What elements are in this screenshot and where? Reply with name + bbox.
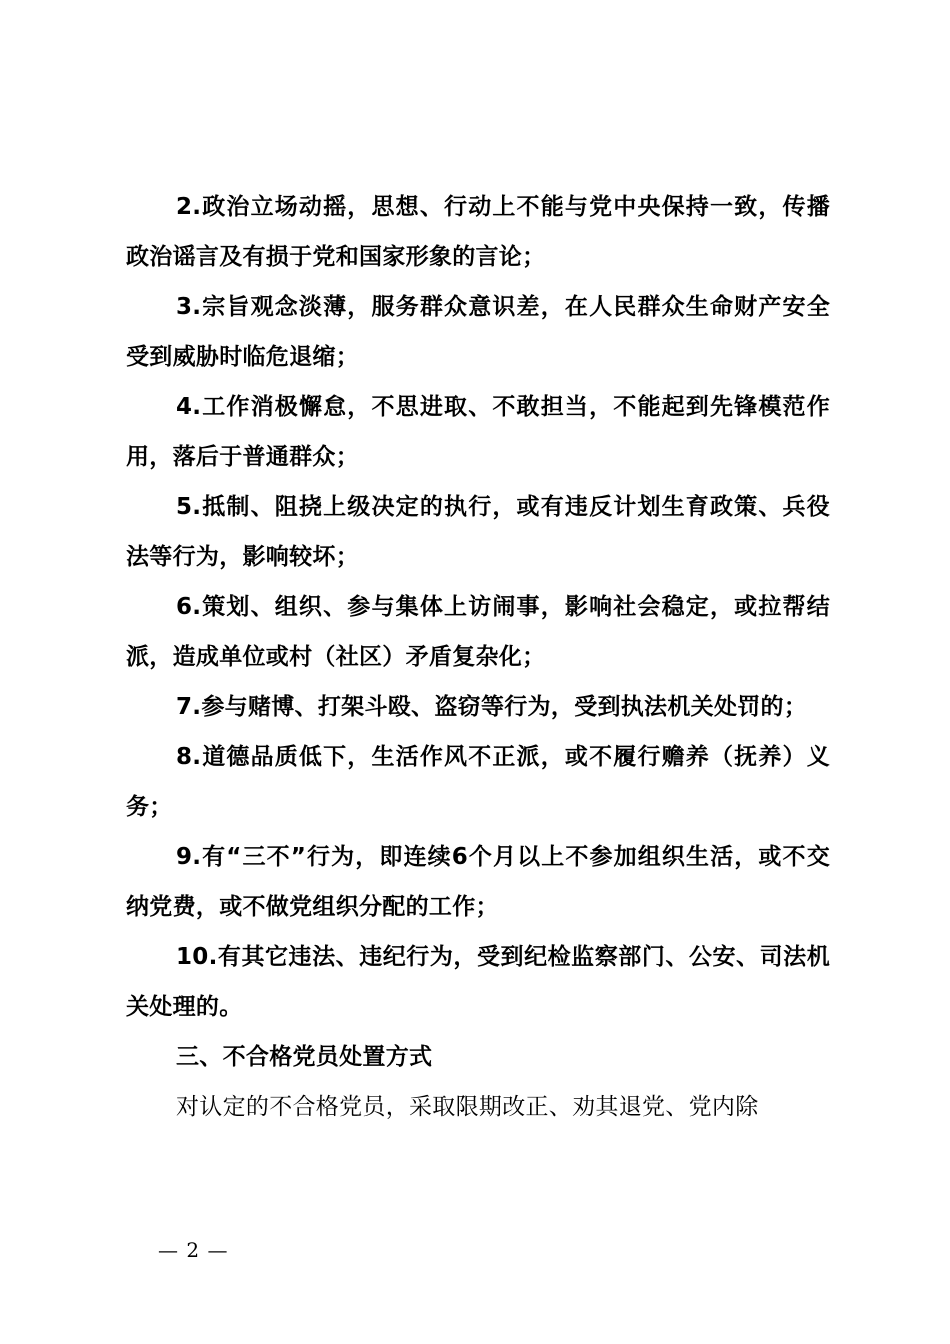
list-item-3: 3.宗旨观念淡薄，服务群众意识差，在人民群众生命财产安全受到威胁时临危退缩； bbox=[126, 294, 830, 370]
body-paragraph: 对认定的不合格党员，采取限期改正、劝其退党、党内除 bbox=[176, 1094, 759, 1120]
list-item-2: 2.政治立场动摇，思想、行动上不能与党中央保持一致，传播政治谣言及有损于党和国家形象的言论； bbox=[126, 194, 830, 270]
list-item-8: 8.道德品质低下，生活作风不正派，或不履行赡养（抚养）义务； bbox=[126, 744, 830, 820]
list-item-9: 9.有“三不”行为，即连续6个月以上不参加组织生活，或不交纳党费，或不做党组织分配的工作； bbox=[126, 844, 830, 920]
list-item-7: 7.参与赌博、打架斗殴、盗窃等行为，受到执法机关处罚的； bbox=[176, 694, 808, 720]
page-number: — 2 — bbox=[158, 1238, 229, 1262]
document-body bbox=[126, 182, 830, 1132]
list-item-4: 4.工作消极懈怠，不思进取、不敢担当，不能起到先锋模范作用，落后于普通群众； bbox=[126, 394, 830, 470]
section-heading: 三、不合格党员处置方式 bbox=[176, 1044, 433, 1070]
list-item-6: 6.策划、组织、参与集体上访闹事，影响社会稳定，或拉帮结派，造成单位或村（社区）矛盾复杂化； bbox=[126, 594, 830, 670]
list-item-5: 5.抵制、阻挠上级决定的执行，或有违反计划生育政策、兵役法等行为，影响较坏； bbox=[126, 494, 830, 570]
list-item-10: 10.有其它违法、违纪行为，受到纪检监察部门、公安、司法机关处理的。 bbox=[126, 944, 830, 1020]
